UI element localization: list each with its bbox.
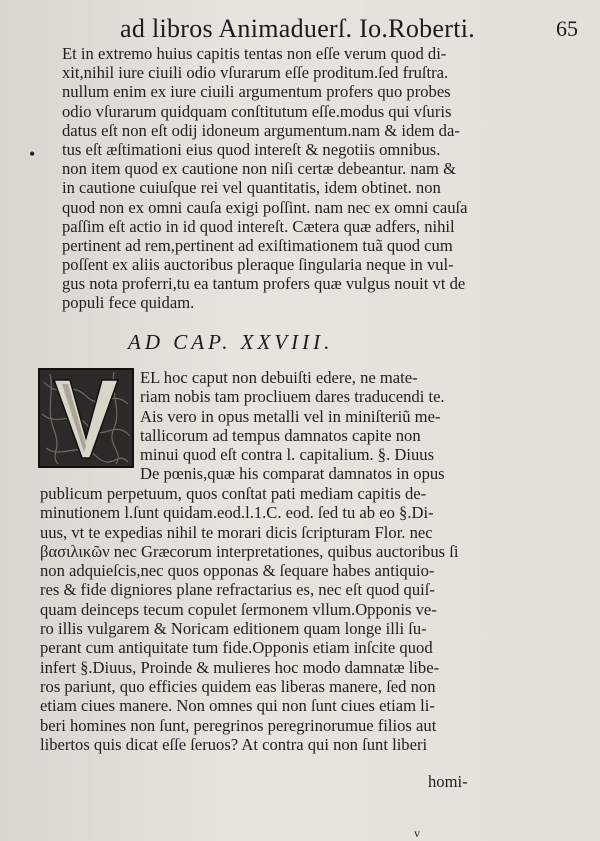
text-line: De pœnis,quæ his comparat damnatos in opus: [140, 464, 445, 484]
text-line: EL hoc caput non debuiſti edere, ne mate-: [140, 368, 418, 387]
text-line: uus, vt te expedias nihil te morari dicis ſcripturam Flor. nec: [40, 522, 433, 542]
text-line: in cautione cuiuſque rei vel quantitatis, idem obtinet. non: [62, 178, 441, 198]
text-line: odio vſurarum quidquam conſtitutum eſſe.modus qui vſuris: [62, 101, 452, 121]
initial-v-ornament: [40, 370, 132, 466]
text-line: xit,nihil iure ciuili odio vſurarum eſſe proditum.ſed fruſtra.: [62, 63, 449, 83]
paragraph-2: [40, 484, 580, 754]
text-line: βασιλικῶν nec Græcorum interpretationes, quibus auctoribus ſi: [40, 541, 459, 561]
text-line: pertinent ad rem,pertinent ad exiſtimationem tuã quod cum: [62, 235, 453, 255]
text-line: populi fece quidam.: [62, 293, 195, 313]
page-number: 65: [556, 16, 578, 41]
running-title: ad libros Animaduerſ. Io.Roberti.: [120, 14, 476, 43]
text-line: datus eſt non eſt odij idoneum argumentum.nam & idem da-: [62, 120, 460, 140]
text-line: libertos quis dicat eſſe ſeruos? At contra qui non ſunt liberi: [40, 734, 428, 754]
text-line: minutionem l.ſunt quidam.eod.l.1.C. eod. ſed tu ab eo §.Di-: [40, 503, 434, 523]
text-line: quam deinceps tecum copulet ſermonem vllum.Opponis ve-: [40, 599, 437, 619]
text-line: res & fide digniores plane refractarius es, nec eſt quod quiſ-: [40, 580, 435, 600]
text-line: paſſim eſt actio in id quod intereſt. Cætera quæ adfers, nihil: [62, 216, 455, 236]
running-head: [0, 14, 600, 44]
text-line: non adquieſcis,nec quos opponas & ſequare habes antiquio-: [40, 561, 435, 581]
text-line: ro illis vulgarem & Noricam editionem quam longe illi ſu-: [40, 619, 427, 639]
text-line: minui quod eſt contra l. capitalium. §. Diuus: [140, 445, 435, 465]
text-line: etiam ciues manere. Non omnes qui non ſunt ciues etiam li-: [40, 696, 435, 716]
text-line: Et in extremo huius capitis tentas non eſſe verum quod di-: [62, 44, 447, 63]
text-line: perant cum antiquitate tum fide.Opponis etiam inſcite quod: [40, 638, 433, 658]
text-line: riam nobis tam procliuem dares traducendi te.: [140, 387, 445, 407]
catchword: homi-: [428, 772, 468, 791]
paragraph-1: [62, 44, 582, 313]
text-line: infert §.Diuus, Proinde & mulieres hoc modo damnatæ libe-: [40, 657, 440, 677]
decorated-initial: [38, 368, 134, 468]
text-line: quod non ex omni cauſa exigi poſſint. nam nec ex omni cauſa: [62, 197, 468, 217]
text-line: nullum enim ex iure ciuili argumentum profers quo probes: [62, 82, 451, 102]
text-line: tallicorum ad tempus damnatos capite non: [140, 425, 421, 445]
paragraph-2-beside-initial: [140, 368, 580, 484]
margin-mark: •: [29, 144, 36, 164]
signature-mark: v: [414, 826, 420, 840]
text-line: tus eſt æſtimationi eius quod intereſt & negotiis omnibus.: [62, 139, 441, 159]
text-line: publicum perpetuum, quos conſtat pati mediam capitis de-: [40, 484, 427, 503]
text-line: Ais vero in opus metalli vel in miniſteriũ me-: [140, 406, 441, 426]
section-heading: AD CAP. XXVIII.: [128, 330, 334, 354]
text-line: beri homines non ſunt, peregrinos peregrinorumue filios aut: [40, 715, 437, 735]
text-line: ros pariunt, quo efficies quidem eas liberas manere, ſed non: [40, 676, 436, 696]
text-line: gus nota proferri,tu ea tantum profers quæ vulgus nouit vt de: [62, 274, 466, 294]
text-line: non item quod ex cautione non niſi certæ debeantur. nam &: [62, 159, 457, 179]
text-line: poſſent ex aliis auctoribus pleraque ſingularia neque in vul-: [62, 255, 454, 275]
